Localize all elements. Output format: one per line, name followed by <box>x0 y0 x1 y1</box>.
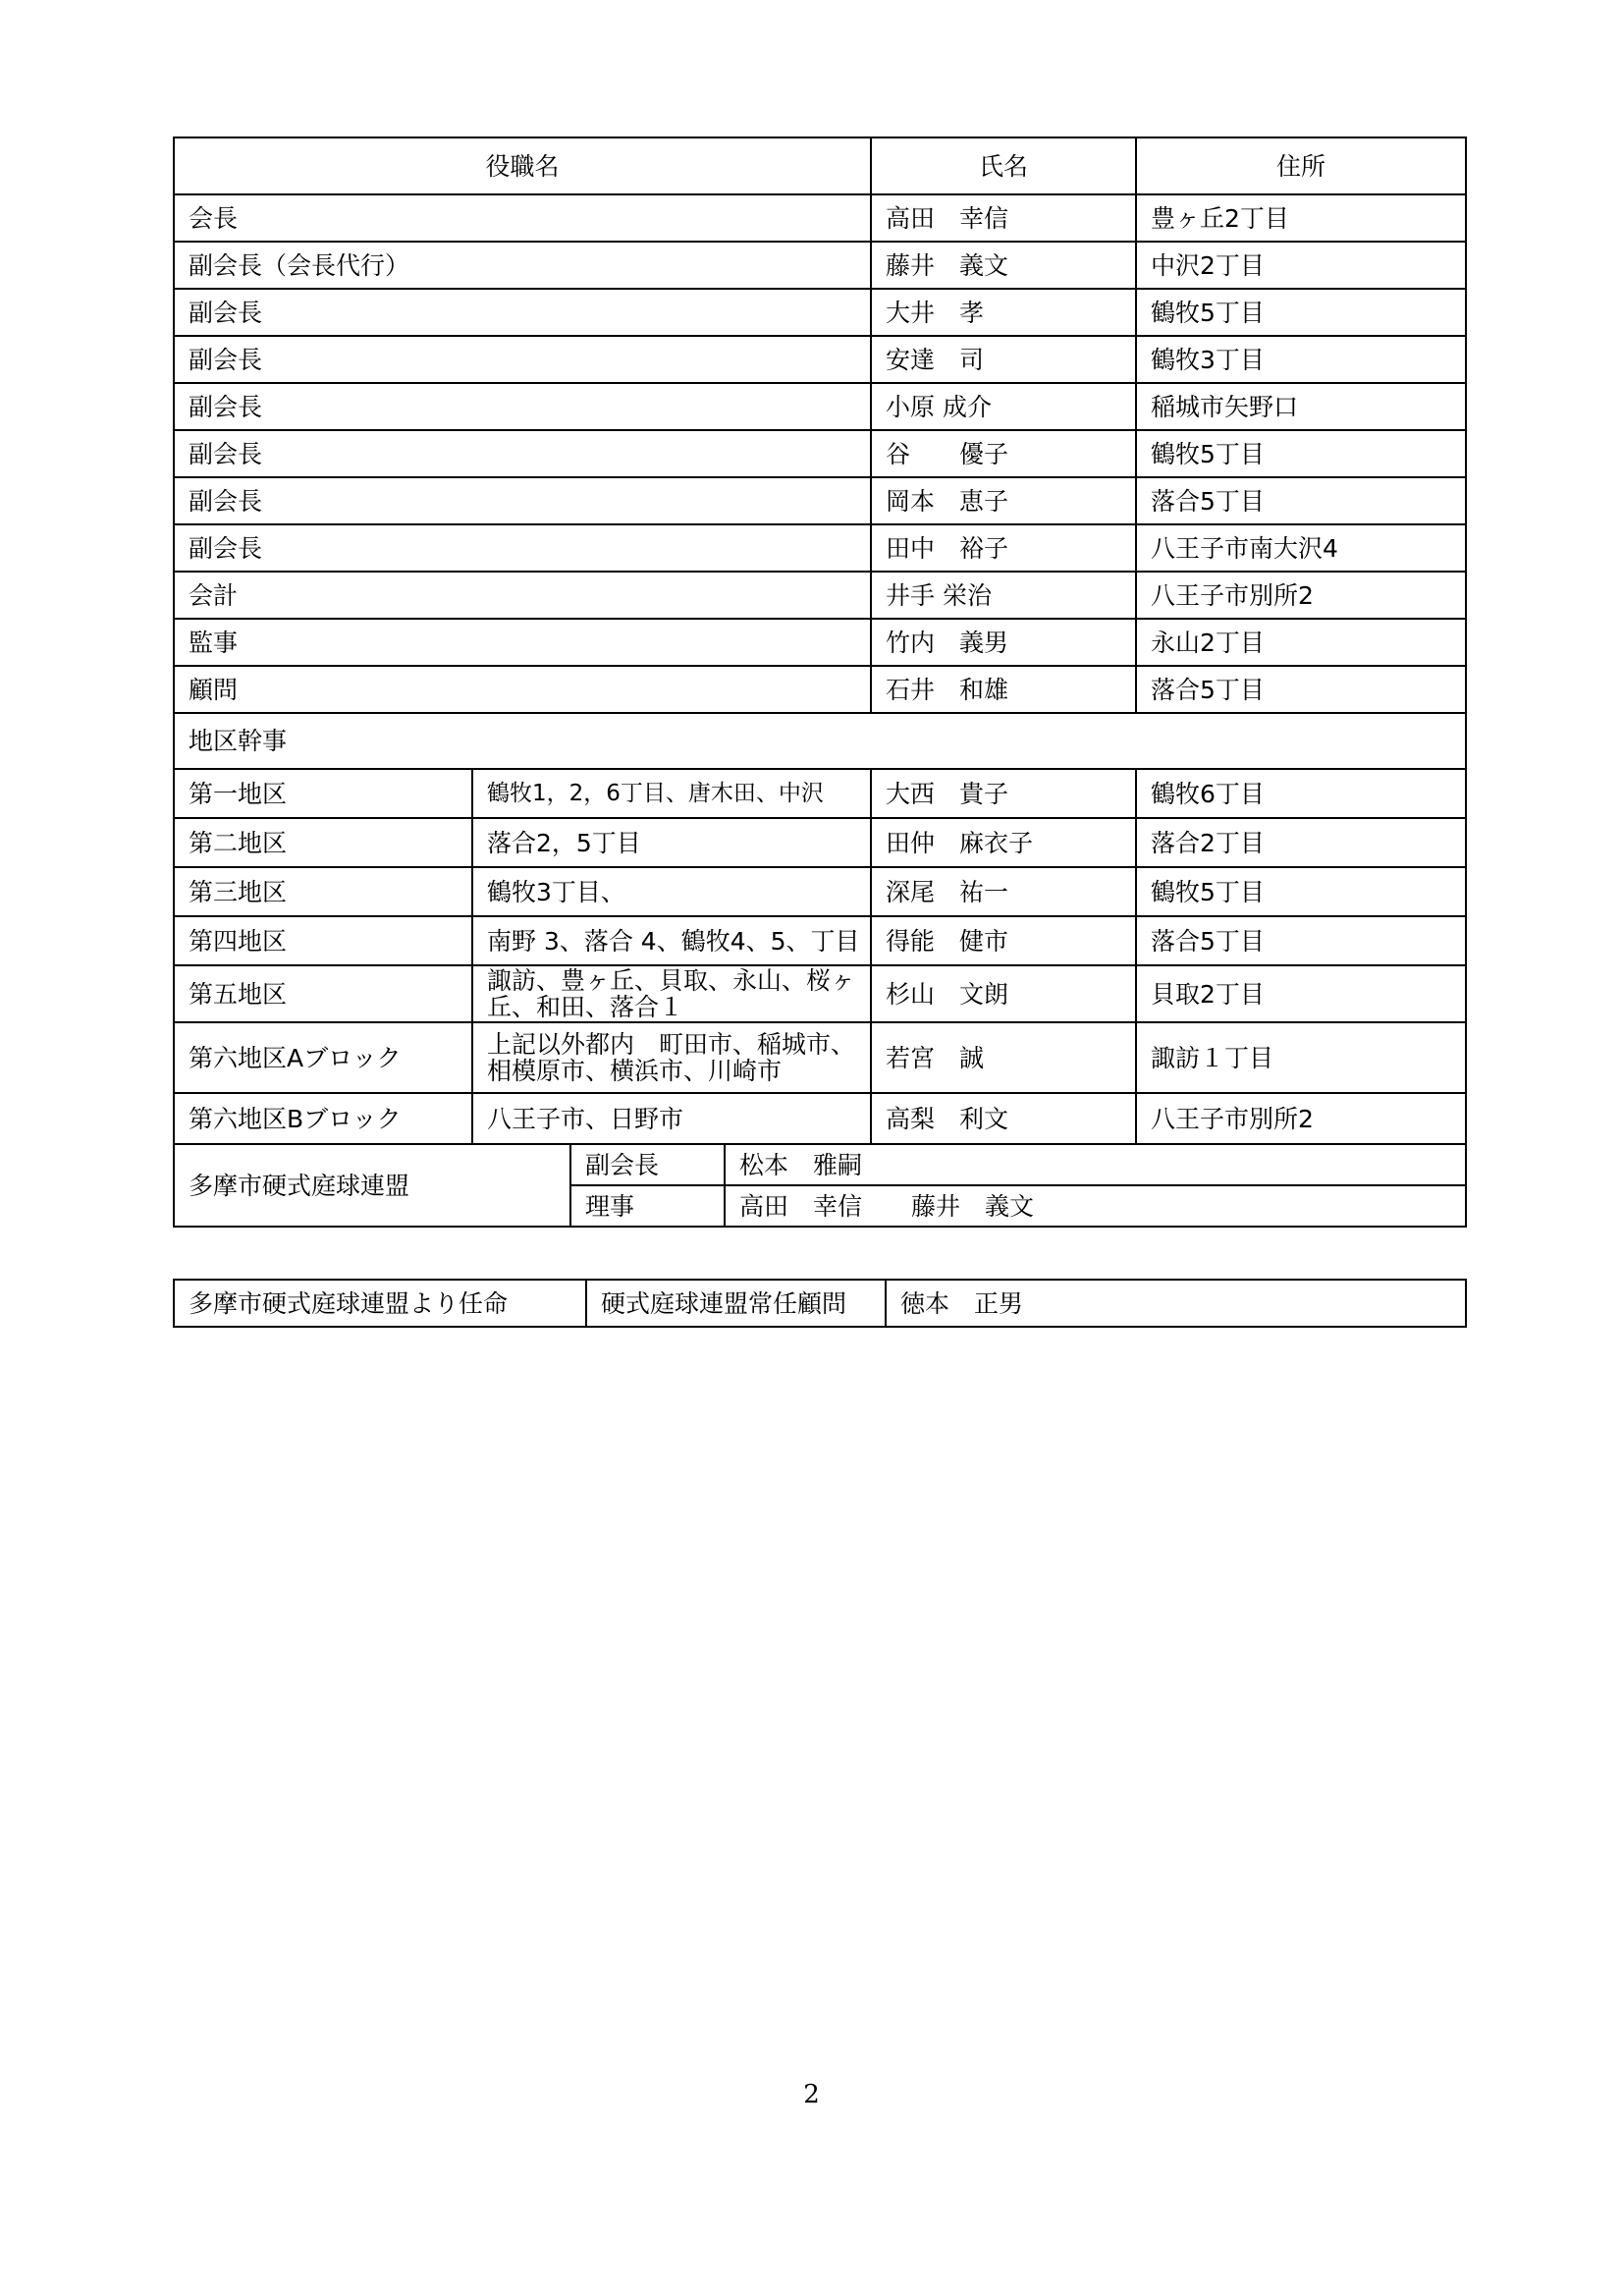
league-members: 松本 雅嗣 <box>725 1144 1466 1185</box>
officer-role: 会計 <box>174 572 871 619</box>
officer-name: 井手 栄治 <box>871 572 1136 619</box>
officer-name: 竹内 義男 <box>871 619 1136 666</box>
league-role: 副会長 <box>570 1144 725 1185</box>
officer-address: 八王子市別所2 <box>1136 572 1466 619</box>
table-row <box>174 477 1466 524</box>
officer-name: 大井 孝 <box>871 289 1136 336</box>
district-area: 鶴牧3丁目、 <box>472 867 871 916</box>
district-officer-name: 田仲 麻衣子 <box>871 818 1136 867</box>
table-row <box>174 194 1466 242</box>
league-row <box>174 1144 1466 1185</box>
district-officer-name: 大西 貴子 <box>871 769 1136 818</box>
district-area: 諏訪、豊ヶ丘、貝取、永山、桜ヶ丘、和田、落合１ <box>472 965 871 1022</box>
officer-role: 副会長 <box>174 383 871 430</box>
officer-name: 小原 成介 <box>871 383 1136 430</box>
table-header-row <box>174 137 1466 194</box>
district-area: 南野 3、落合 4、鶴牧4、5、丁目 <box>472 916 871 965</box>
officer-role: 副会長（会長代行） <box>174 242 871 289</box>
table-row <box>174 430 1466 477</box>
table-row <box>174 289 1466 336</box>
header-role: 役職名 <box>174 137 871 194</box>
district-name: 第六地区Aブロック <box>174 1022 472 1093</box>
officer-role: 副会長 <box>174 430 871 477</box>
district-heading-row <box>174 713 1466 769</box>
officer-role: 監事 <box>174 619 871 666</box>
district-area: 上記以外都内 町田市、稲城市、相模原市、横浜市、川崎市 <box>472 1022 871 1093</box>
district-officer-name: 若宮 誠 <box>871 1022 1136 1093</box>
district-name: 第一地区 <box>174 769 472 818</box>
table-row <box>174 867 1466 916</box>
officer-address: 鶴牧5丁目 <box>1136 289 1466 336</box>
district-area: 落合2，5丁目 <box>472 818 871 867</box>
officer-address: 稲城市矢野口 <box>1136 383 1466 430</box>
table-row <box>174 383 1466 430</box>
district-officer-address: 鶴牧5丁目 <box>1136 867 1466 916</box>
officer-address: 鶴牧5丁目 <box>1136 430 1466 477</box>
district-officer-address: 鶴牧6丁目 <box>1136 769 1466 818</box>
page-number: 2 <box>803 2080 820 2109</box>
officer-role: 副会長 <box>174 289 871 336</box>
appointment-name: 徳本 正男 <box>886 1280 1466 1327</box>
district-name: 第五地区 <box>174 965 472 1022</box>
appointment-row <box>174 1280 1466 1327</box>
officer-address: 豊ヶ丘2丁目 <box>1136 194 1466 242</box>
league-name: 多摩市硬式庭球連盟 <box>174 1144 570 1227</box>
officer-address: 永山2丁目 <box>1136 619 1466 666</box>
officer-address: 鶴牧3丁目 <box>1136 336 1466 383</box>
officer-address: 八王子市南大沢4 <box>1136 524 1466 572</box>
officer-address: 落合5丁目 <box>1136 666 1466 713</box>
table-row <box>174 666 1466 713</box>
table-row <box>174 572 1466 619</box>
officer-name: 田中 裕子 <box>871 524 1136 572</box>
table-row <box>174 965 1466 1022</box>
officer-address: 落合5丁目 <box>1136 477 1466 524</box>
officer-role: 副会長 <box>174 524 871 572</box>
officer-table <box>173 137 1467 1228</box>
appointment-table <box>173 1279 1467 1328</box>
officer-role: 顧問 <box>174 666 871 713</box>
officer-role: 会長 <box>174 194 871 242</box>
district-officer-address: 落合2丁目 <box>1136 818 1466 867</box>
table-row <box>174 818 1466 867</box>
district-officer-address: 貝取2丁目 <box>1136 965 1466 1022</box>
district-officer-address: 八王子市別所2 <box>1136 1093 1466 1144</box>
district-officer-name: 高梨 利文 <box>871 1093 1136 1144</box>
district-officer-name: 深尾 祐一 <box>871 867 1136 916</box>
table-row <box>174 524 1466 572</box>
district-name: 第三地区 <box>174 867 472 916</box>
header-name: 氏名 <box>871 137 1136 194</box>
table-row <box>174 336 1466 383</box>
officer-name: 岡本 恵子 <box>871 477 1136 524</box>
league-role: 理事 <box>570 1185 725 1227</box>
district-name: 第二地区 <box>174 818 472 867</box>
district-name: 第四地区 <box>174 916 472 965</box>
table-row <box>174 242 1466 289</box>
district-area: 鶴牧1，2，6丁目、唐木田、中沢 <box>472 769 871 818</box>
district-heading: 地区幹事 <box>174 713 1466 769</box>
table-row <box>174 619 1466 666</box>
officer-role: 副会長 <box>174 477 871 524</box>
officer-name: 安達 司 <box>871 336 1136 383</box>
table-row <box>174 1022 1466 1093</box>
officer-name: 高田 幸信 <box>871 194 1136 242</box>
district-officer-address: 落合5丁目 <box>1136 916 1466 965</box>
officer-name: 石井 和雄 <box>871 666 1136 713</box>
district-officer-name: 杉山 文朗 <box>871 965 1136 1022</box>
district-officer-name: 得能 健市 <box>871 916 1136 965</box>
district-officer-address: 諏訪１丁目 <box>1136 1022 1466 1093</box>
table-row <box>174 1093 1466 1144</box>
table-row <box>174 769 1466 818</box>
appointment-source: 多摩市硬式庭球連盟より任命 <box>174 1280 586 1327</box>
officer-role: 副会長 <box>174 336 871 383</box>
district-area: 八王子市、日野市 <box>472 1093 871 1144</box>
header-address: 住所 <box>1136 137 1466 194</box>
district-name: 第六地区Bブロック <box>174 1093 472 1144</box>
table-row <box>174 916 1466 965</box>
league-members: 高田 幸信 藤井 義文 <box>725 1185 1466 1227</box>
officer-name: 谷 優子 <box>871 430 1136 477</box>
officer-name: 藤井 義文 <box>871 242 1136 289</box>
officer-address: 中沢2丁目 <box>1136 242 1466 289</box>
appointment-role: 硬式庭球連盟常任顧問 <box>586 1280 886 1327</box>
